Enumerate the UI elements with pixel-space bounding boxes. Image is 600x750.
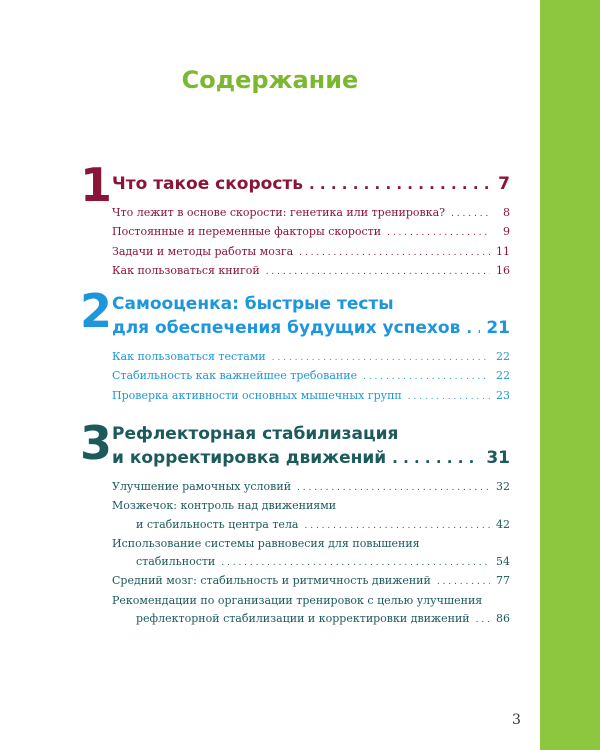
chapter-title[interactable]: Рефлекторная стабилизация и корректировка движений . . . 31 [112,420,510,470]
page-ref: 8 [503,206,510,219]
toc-item[interactable] [112,223,510,242]
page-ref: 9 [503,225,510,239]
toc-item[interactable] [112,535,510,573]
item-text: и стабильность центра тела [136,517,299,531]
dot-leader [408,388,490,406]
chapter-title[interactable]: Самооценка: быстрые тесты для обеспечения будущих успехов . . . 21 [112,288,510,340]
page-number: 3 [512,712,521,728]
page-ref: 42 [496,517,510,531]
dot-leader [309,172,490,196]
item-text: стабильности [136,555,216,569]
item-text: Что лежит в основе скорости: генетика или тренировка? [112,206,446,219]
dot-leader [466,316,480,340]
page-ref: 16 [496,263,510,277]
dot-leader [297,479,490,497]
chapter-title[interactable]: Что такое скорость . . . 7 [112,162,510,196]
page-ref: 86 [496,612,510,626]
page-title: Содержание [181,66,359,94]
toc-item[interactable] [112,204,510,223]
page-ref: 22 [496,369,510,383]
dot-leader [451,205,490,223]
toc-item[interactable] [112,572,510,591]
page-ref: 22 [496,350,510,363]
item-text: Как пользоваться книгой [112,263,260,277]
toc-item[interactable] [112,367,510,386]
dot-leader [437,573,490,591]
item-text: Использование системы равновесия для повышения [112,536,420,550]
toc-item[interactable] [112,262,510,281]
item-text: Мозжечок: контроль над движениями [112,499,337,513]
dot-leader [392,446,480,470]
toc-item[interactable] [112,243,510,262]
item-text: Постоянные и переменные факторы скорости [112,225,382,239]
page-ref: 54 [496,555,510,569]
chapter-items [112,478,510,629]
chapter-1 [80,158,510,281]
dot-leader [387,224,490,242]
chapter-number: 3 [80,416,113,470]
toc-item[interactable] [112,592,510,630]
item-text: Улучшение рамочных условий [112,480,292,493]
chapter-items [112,348,510,406]
dot-leader [221,554,490,572]
page-ref: 23 [496,388,510,402]
item-text: Как пользоваться тестами [112,350,266,363]
dot-leader [272,349,490,367]
item-text: Стабильность как важнейшее требование [112,369,358,383]
toc-item[interactable] [112,387,510,406]
item-text: Средний мозг: стабильность и ритмичность движений [112,574,431,588]
chapter-number: 1 [80,158,113,212]
green-edge-bar [540,0,600,750]
toc-item[interactable] [112,348,510,367]
item-text: Рекомендации по организации тренировок с целью улучшения [112,593,483,607]
item-text: рефлекторной стабилизации и корректировки движений [136,612,470,626]
page-ref: 32 [496,480,510,493]
chapter-3 [80,416,510,629]
toc-item[interactable] [112,478,510,497]
dot-leader [305,517,491,535]
item-text: Задачи и методы работы мозга [112,244,294,258]
chapter-items [112,204,510,281]
page-ref: 77 [496,574,510,588]
dot-leader [299,244,490,262]
toc-item[interactable] [112,497,510,535]
page-ref: 11 [496,244,510,258]
dot-leader [476,611,490,629]
dot-leader [363,368,490,386]
chapter-number: 2 [80,284,113,338]
item-text: Проверка активности основных мышечных групп [112,388,402,402]
chapter-2 [80,284,510,406]
dot-leader [266,263,490,281]
